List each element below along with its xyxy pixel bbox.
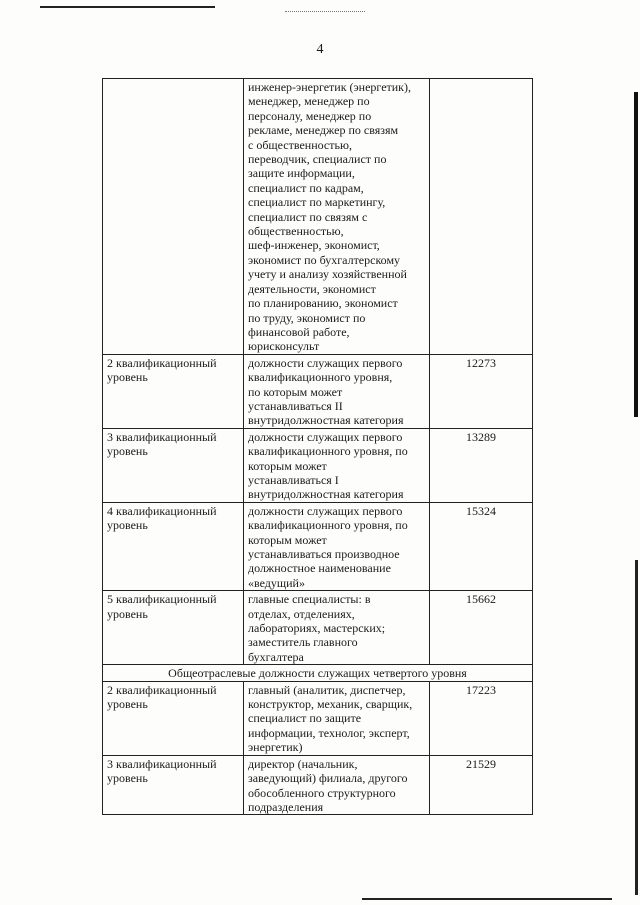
salary-cell: 17223 bbox=[430, 681, 533, 755]
positions-cell: должности служащих первого квалификационного уровня, по которым может устанавливаться II внутридолжностная категория bbox=[244, 354, 430, 428]
salary-cell: 21529 bbox=[430, 755, 533, 815]
level-cell: 3 квалификационный уровень bbox=[103, 755, 244, 815]
table-row bbox=[103, 681, 533, 755]
positions-cell: должности служащих первого квалификационного уровня, по которым может устанавливаться производное должностное наименование «ведущий» bbox=[244, 502, 430, 590]
level-cell: 5 квалификационный уровень bbox=[103, 591, 244, 665]
scan-artifact-speck bbox=[285, 11, 365, 13]
table-row bbox=[103, 591, 533, 665]
salary-cell: 13289 bbox=[430, 428, 533, 502]
scan-artifact-bottom-line bbox=[362, 898, 612, 900]
positions-cell: главные специалисты: в отделах, отделениях, лабораториях, мастерских; заместитель главного бухгалтера bbox=[244, 591, 430, 665]
table-row bbox=[103, 428, 533, 502]
salary-table bbox=[102, 78, 533, 815]
level-cell: 4 квалификационный уровень bbox=[103, 502, 244, 590]
section-header: Общеотраслевые должности служащих четвертого уровня bbox=[103, 665, 533, 681]
positions-cell: главный (аналитик, диспетчер, конструктор, механик, сварщик, специалист по защите информации, технолог, эксперт, энергетик) bbox=[244, 681, 430, 755]
scan-artifact-edge-bar-lower bbox=[635, 560, 638, 895]
page-number: 4 bbox=[316, 42, 324, 57]
table-row bbox=[103, 354, 533, 428]
salary-cell: 12273 bbox=[430, 354, 533, 428]
positions-cell: должности служащих первого квалификационного уровня, по которым может устанавливаться I внутридолжностная категория bbox=[244, 428, 430, 502]
table-row bbox=[103, 755, 533, 815]
salary-table-body bbox=[103, 79, 533, 815]
positions-cell: инженер-энергетик (энергетик), менеджер, менеджер по персоналу, менеджер по рекламе, менеджер по связям с общественностью, переводчик, специалист по защите информации, специалист по кадрам, специалист по маркетингу, специалист по связям с общественностью, шеф-инженер, экономист, экономист по бухгалтерскому учету и анализу хозяйственной деятельности, экономист по планированию, экономист по труду, экономист по финансовой работе, юрисконсульт bbox=[244, 79, 430, 355]
level-cell bbox=[103, 79, 244, 355]
salary-cell: 15662 bbox=[430, 591, 533, 665]
positions-cell: директор (начальник, заведующий) филиала, другого обособленного структурного подразделения bbox=[244, 755, 430, 815]
salary-cell bbox=[430, 79, 533, 355]
level-cell: 2 квалификационный уровень bbox=[103, 354, 244, 428]
salary-cell: 15324 bbox=[430, 502, 533, 590]
table-row bbox=[103, 502, 533, 590]
section-header-row bbox=[103, 665, 533, 681]
level-cell: 3 квалификационный уровень bbox=[103, 428, 244, 502]
table-row bbox=[103, 79, 533, 355]
scan-artifact-edge-bar bbox=[634, 92, 638, 417]
scan-artifact-top-line bbox=[40, 6, 215, 8]
level-cell: 2 квалификационный уровень bbox=[103, 681, 244, 755]
